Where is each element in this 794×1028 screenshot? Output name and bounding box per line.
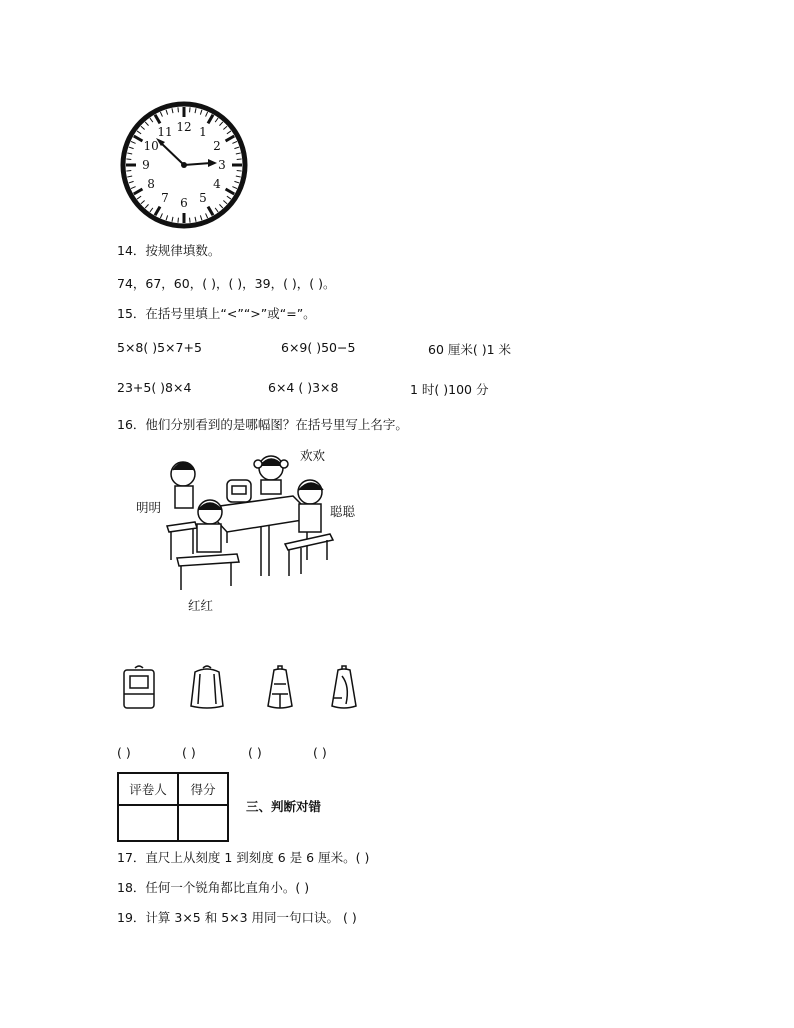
q16-title: 16．他们分别看到的是哪幅图？在括号里写上名字。 — [117, 417, 408, 432]
backpack-view-front — [121, 664, 157, 712]
q15-item-1: 5×8( )5×7+5 — [117, 340, 202, 355]
q15-item-4: 23+5( )8×4 — [117, 380, 192, 395]
score-table-score-header: 得分 — [178, 773, 228, 805]
q19: 19．计算 3×5 和 5×3 用同一句口诀。 ( ) — [117, 910, 357, 925]
clock-number: 10 — [143, 139, 159, 153]
q18: 18．任何一个锐角都比直角小。( ) — [117, 880, 310, 895]
clock-minute-tick — [237, 171, 242, 172]
q15-title: 15．在括号里填上“<”“>”或“=”。 — [117, 306, 316, 321]
clock-number: 3 — [218, 158, 226, 172]
clock-minute-tick — [126, 171, 131, 172]
clock-number: 5 — [199, 190, 207, 205]
q16-blank-1[interactable]: ( ) — [117, 745, 131, 760]
clock-number: 12 — [176, 120, 192, 134]
q15-item-6: 1 时( )100 分 — [410, 382, 489, 397]
clock-number: 8 — [147, 177, 155, 191]
name-mingming: 明明 — [136, 500, 162, 515]
backpack-view-side-left — [262, 664, 298, 712]
q16-blank-2[interactable]: ( ) — [182, 745, 196, 760]
score-table — [117, 772, 229, 842]
clock-number: 2 — [213, 139, 221, 153]
children-table-illustration — [165, 448, 345, 598]
clock-number: 7 — [161, 190, 169, 205]
q17: 17．直尺上从刻度 1 到刻度 6 是 6 厘米。( ) — [117, 850, 370, 865]
clock-minute-tick — [190, 218, 191, 223]
q16-blank-4[interactable]: ( ) — [313, 745, 327, 760]
q14-title: 14．按规律填数。 — [117, 243, 221, 258]
section-3-title: 三、判断对错 — [246, 799, 322, 814]
clock-number: 6 — [180, 196, 188, 210]
score-table-reviewer-cell[interactable] — [118, 805, 178, 841]
name-huanhuan: 欢欢 — [300, 448, 326, 463]
backpack-view-back — [189, 664, 225, 712]
q15-item-5: 6×4 ( )3×8 — [268, 380, 339, 395]
name-congcong: 聪聪 — [330, 504, 356, 519]
score-table-score-cell[interactable] — [178, 805, 228, 841]
clock-number: 4 — [213, 177, 221, 191]
clock-minute-tick — [126, 159, 131, 160]
q15-item-3: 60 厘米( )1 米 — [428, 342, 512, 357]
name-honghong: 红红 — [188, 598, 214, 613]
clock-number: 9 — [142, 158, 150, 172]
clock-number: 11 — [157, 125, 173, 140]
clock-minute-tick — [178, 218, 179, 223]
clock-minute-tick — [190, 107, 191, 112]
q15-item-2: 6×9( )50−5 — [281, 340, 356, 355]
clock-figure — [119, 100, 249, 230]
score-table-reviewer-header: 评卷人 — [118, 773, 178, 805]
clock-number: 1 — [199, 125, 207, 140]
clock-minute-tick — [178, 107, 179, 112]
clock-minute-tick — [237, 159, 242, 160]
q14-sequence: 74，67，60，( )，( )，39，( )，( )。 — [117, 276, 336, 291]
q16-blank-3[interactable]: ( ) — [248, 745, 262, 760]
backpack-view-side-right — [326, 664, 362, 712]
